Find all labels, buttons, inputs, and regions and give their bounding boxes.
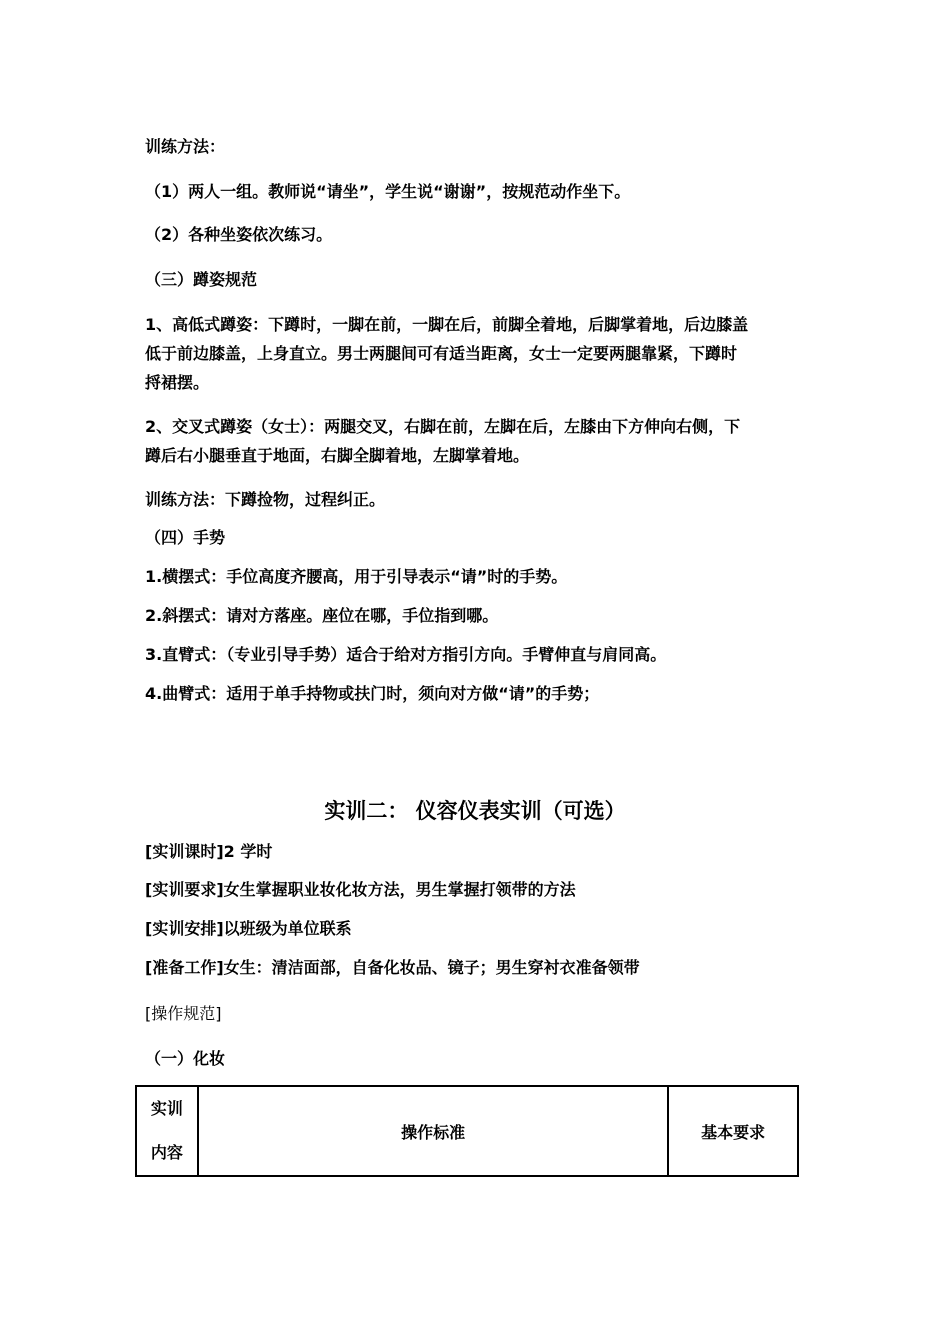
- table-header-row: [136, 1086, 798, 1176]
- meta-line: [实训安排]以班级为单位联系: [145, 919, 352, 938]
- meta-line: [实训要求]女生掌握职业妆化妆方法，男生掌握打领带的方法: [145, 880, 576, 899]
- paragraph: 1、高低式蹲姿：下蹲时，一脚在前，一脚在后，前脚全着地，后脚掌着地，后边膝盖: [145, 315, 749, 334]
- paragraph: （2）各种坐姿依次练习。: [145, 225, 333, 244]
- header-cell-line: 内容: [150, 1143, 183, 1162]
- paragraph: 训练方法：下蹲捡物，过程纠正。: [145, 490, 386, 509]
- header-cell-line: 实训: [150, 1099, 183, 1118]
- paragraph: 训练方法：: [145, 137, 226, 156]
- subsection-heading: （一）化妆: [145, 1049, 226, 1068]
- paragraph: 蹲后右小腿垂直于地面，右脚全脚着地，左脚掌着地。: [145, 446, 530, 465]
- makeup-table: [135, 1085, 799, 1177]
- paragraph: 3.直臂式：（专业引导手势）适合于给对方指引方向。手臂伸直与肩同高。: [145, 645, 667, 664]
- paragraph: 2、交叉式蹲姿（女士）：两腿交叉，右脚在前，左脚在后，左膝由下方伸向右侧，下: [145, 417, 741, 436]
- meta-line: [实训课时]2 学时: [145, 842, 273, 861]
- paragraph: 2.斜摆式：请对方落座。座位在哪，手位指到哪。: [145, 606, 499, 625]
- section-title: 实训二： 仪容仪表实训（可选）: [324, 799, 626, 823]
- section-heading: （四）手势: [145, 528, 226, 547]
- header-cell-content: [136, 1086, 198, 1176]
- meta-line: [操作规范]: [145, 1004, 222, 1023]
- paragraph: 1.横摆式：手位高度齐腰高，用于引导表示“请”时的手势。: [145, 567, 568, 586]
- paragraph: 低于前边膝盖，上身直立。男士两腿间可有适当距离，女士一定要两腿靠紧，下蹲时: [145, 344, 738, 363]
- paragraph: 4.曲臂式：适用于单手持物或扶门时，须向对方做“请”的手势；: [145, 684, 600, 703]
- paragraph: 捋裙摆。: [145, 373, 210, 392]
- paragraph: （1）两人一组。教师说“请坐”，学生说“谢谢”，按规范动作坐下。: [145, 182, 631, 201]
- header-cell-requirement: 基本要求: [668, 1086, 798, 1176]
- header-cell-standard: 操作标准: [198, 1086, 669, 1176]
- meta-line: [准备工作]女生：清洁面部，自备化妆品、镜子；男生穿衬衣准备领带: [145, 958, 640, 977]
- section-heading: （三）蹲姿规范: [145, 270, 258, 289]
